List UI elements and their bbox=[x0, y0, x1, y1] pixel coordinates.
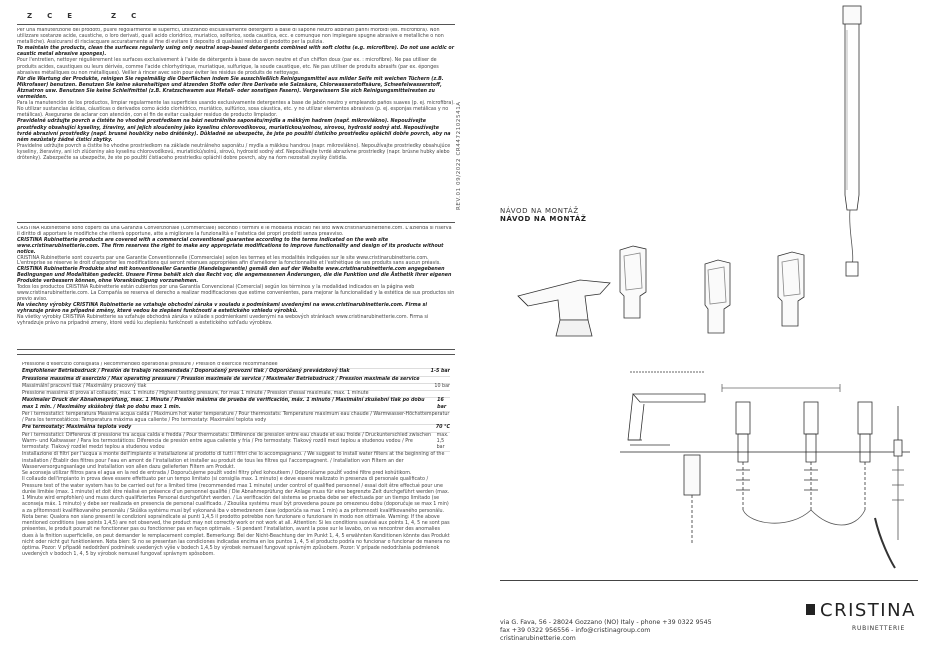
spec-row bbox=[22, 398, 450, 412]
spec-row bbox=[22, 412, 450, 426]
warranty-paragraph-sk: Na všetky výrobky CRISTINA Rubinetterie sa vzťahuje obchodná záruka v súlade s podmienkami uvedenými na webových stránkach www.cristinarubinetterie.com. Firma si vyhradzuje právo na prípadné zmeny, ktoré vedú ku zlepšeniu funkčnosti a estetického vzhľadu výrobkov. bbox=[17, 314, 429, 326]
warranty-text bbox=[17, 226, 455, 340]
spec-value: 1-5 bar bbox=[430, 369, 450, 375]
spout-drawing bbox=[518, 280, 610, 336]
warranty-paragraph-en: CRISTINA Rubinetterie products are covered with a commercial conventional guarantee according to the terms indicated on the web site www.cristinarubinetterie.com. The firm reserves the right to make any appropriate modifications to improve functionality and design of its products without notice. bbox=[17, 237, 444, 255]
spec-label: Per i termostatici: temperatura Massima acqua calda / Maximum hot water temperature / Pour thermostats: Temperature maximum eau chaude / Warmwasser-Höchsttemperatur / Para los termostáticos: Temperatura máxima agua caliente / Pro termostaty: Maximální teplota vody bbox=[22, 411, 450, 423]
revision-code bbox=[456, 20, 466, 210]
divider bbox=[17, 349, 455, 350]
company-website: cristinarubinetterie.com bbox=[500, 635, 576, 643]
spec-row bbox=[22, 377, 450, 384]
language-codes bbox=[17, 12, 455, 22]
pressure-specs bbox=[22, 362, 450, 652]
spec-row bbox=[22, 425, 450, 432]
revision-text: REV.01 09/2022 CR4472102541A bbox=[456, 101, 462, 210]
logo-brand-name: CRISTINA bbox=[820, 600, 916, 621]
handle-drawing bbox=[705, 260, 730, 333]
hand-shower-drawing bbox=[843, 6, 861, 276]
spec-note: Nota bene: Qualora non siano presenti le condizioni sopraindicate ai punti 1,4,5 il prodotto potrebbe non funzionare o funzionare in modo non ottimale. Warning: If the above mentioned conditions (see points 1,4,5) are not observed, the product may not correctly work or not work at all. Attention: Si les conditions susvisé aux points 1, 4, 5 ne sont pas présentes, le produit pourrait ne fonctionner pas ou fonctionner pas en façon optimale. - Si pendant l'installation, avant la pose sur le lavabo, on va rencontrer des anomalies dues à la finition superficielle, on peut demander le remplacement complet. Bemerkung: Bei der Nicht-Beachtung der im Punkt 1, 4, 5 erwähnten Konditionen könnte das Produkt nicht oder nicht gut funktionieren. Nota bien: Si no se presentan las condiciones indicadas encima en los puntos 1, 4, 5 el producto podría no funcionar o funcionar de manera no óptima. Pozor: V případě nedodržení podmínek uvedených výše v bodech 1,4,5 by výrobek nemusel fungovat správným způsobem. Pozor: V prípade nedodržania podmienok uvedených v bodoch 1, 4, 5 by výrobok nemusel fungovať správnym spôsobom. bbox=[22, 514, 450, 558]
logo-square-icon bbox=[806, 604, 815, 615]
spec-row bbox=[22, 384, 450, 391]
lang-code: C bbox=[131, 12, 138, 20]
brand-logo bbox=[806, 600, 926, 640]
care-paragraph-de: Für die Wartung der Produkte, reinigen Sie regelmäßig die Oberflächen indem Sie ausschließlich Reinigungsmittel aus milder Seife mit weichen Tüchern (z.B. Mikrofaser) benutzen. Benutzen Sie keine säurehaltigen und ätzenden Stoffe oder ihre Derivate wie Salzsäure, Chlorwasserstoffsäure, Schwefelwasserstoff, Ätznatron usw. Benutzen Sie keine Schleifmittel (z.B. Kratzschwamm aus Metall- oder sonstigen Fasern). Vergewissern Sie sich Reinigungsmittelresten zu vermeiden. bbox=[17, 76, 444, 101]
title-line-1: NÁVOD NA MONTÁŽ bbox=[500, 207, 579, 215]
care-paragraph-cz: Pravidelně udržujte povrch a čistěte ho vhodně prostředkem na bázi neutrálního saponátu/mýdla a měkkým hadrem (např. mikrovlákno). Nepoužívejte prostředky obsahující kyseliny, žíraviny, ani jejich sloučeniny jako kyselinu chlorovodíkovou, muriatickou/solnou, sírovou, hydroxid sodný atd. Nepoužívejte tvrdé abrazivní prostředky (např. brusné houbičky nebo drátěnky). Důkladně se ubezpečte, že jste po použití čisticího prostředku opláchli dobře povrch, aby na něm nezůstaly žádné čisticí zbytky. bbox=[17, 119, 451, 143]
spec-label: Pressione d'esercizio consigliata / Recommended operational pressure / Pression d'exercice recommandée bbox=[22, 362, 278, 367]
company-fax-email: fax +39 0322 956556 - info@cristinagroup.com bbox=[500, 627, 651, 635]
lang-code: Z bbox=[27, 12, 34, 20]
warranty-paragraph-it: CRISTINA Rubinetterie sono coperti da una Garanzia Convenzionale (Commerciale) secondo i termini e le modalità indicati nel sito www.cristinarubinetterie.com. L'azienda si riserva il diritto di apportare le modifiche che riterrà opportune, atte a migliorare la funzionalità e l'estetica dei propri prodotti senza preavviso. bbox=[17, 226, 452, 237]
company-address: via G. Fava, 56 - 28024 Gozzano (NO) Italy - phone +39 0322 9545 bbox=[500, 619, 712, 626]
spec-note: Se aconseja utilizar filtros para el agua en la red de entrada / Doporučujeme použít vodní filtry před kohoutkem / Odporúčame použiť vodné filtre pred kohútikom. bbox=[22, 471, 412, 476]
spec-row bbox=[22, 433, 450, 453]
spec-value: max. 1,5 bar bbox=[436, 432, 449, 450]
warranty-paragraph-es: Todos los productos CRISTINA Rubinetterie están cubiertos por una Garantía Convencional (Comercial) según los términos y la modalidad indicados en la página web www.cristinarubinetterie.com. La Compañía se reserva el derecho a realizar modificaciones que estime convenientes, para mejorar la funcionalidad y la estética de sus productos sin previo aviso. bbox=[17, 285, 455, 302]
lang-code: E bbox=[67, 12, 74, 20]
spec-value: 10 bar bbox=[434, 383, 450, 389]
warranty-paragraph-fr: CRISTINA Rubinetterie sont couverts par une Garantie Conventionnelle (Commerciale) selon les termes et les modalités indiquées sur le site www.cristinarubinetterie.com. L'entreprise se réserve le droit d'apporter les modifications qui seront retenues appropriées afin d'améliorer la fonctionnalité et l'esthétique de ses produits sans aucun préavis. bbox=[17, 255, 441, 267]
spec-label: Empfohlener Betriebsdruck / Presión de trabajo recomendada / Doporučený provozní tlak / Odporúčaný prevádzkový tlak bbox=[22, 369, 350, 375]
spec-label: Massimální pracovní tlak / Maximálny pracovný tlak bbox=[22, 383, 147, 389]
divider bbox=[17, 222, 455, 223]
divider bbox=[17, 24, 455, 25]
spec-row bbox=[22, 369, 450, 376]
title-line-2: NÁVOD NA MONTÁŽ bbox=[500, 215, 587, 223]
handle-drawing bbox=[778, 252, 804, 326]
spec-label: Per i termostatici: Differenza di pressione tra acqua calda e fredda / Pour thermostats: Différence de pression entre eau chaude et eau froide / Druckunterschied zwischen Warm- und Kaltwasser / Para los termostáticos: Diferencia de presión entre agua caliente y fría / Pro termostaty: Tlakový rozdíl mezi teplou a studenou vodou / Pre termostaty: Tlakový rozdiel medzi teplou a studenou vodou bbox=[22, 432, 432, 450]
care-paragraph-es: Para la manutención de los productos, limpiar regularmente las superficies usando exclusivamente detergentes a base de jabón neutro y empleando paños suaves (p. ej. microfibra). No utilizar sustancias ácidas, cáusticas o derivados como ácido clorhídrico, muriático, sulfúrico, sosa cáustica, etc. y no utilizar elementos abrasivos (p. ej. esponjas metálicas y no metálicas). Asegurarse de aclarar con atención, con el fin de evitar cualquier residuo de producto limpiador. bbox=[17, 101, 455, 119]
divider bbox=[500, 580, 918, 581]
care-paragraph-en: To maintain the products, clean the surfaces regularly using only neutral soap-based detergents combined with soft cloths (e.g. microfibre). Do not use acidic or caustic metal abrasive sponges). bbox=[17, 46, 455, 58]
spec-label: Pressione massima di prova al collaudo, max. 1 minuto / Highest testing pressure, for max 1 minute / Pression d'essai maximale, max. 1 minute bbox=[22, 391, 369, 396]
lang-code: Z bbox=[111, 12, 118, 20]
spec-label: Pressione massima di esercizio / Max operating pressure / Pression maximale de service / Maximaler Betriebsdruck / Pression maximale de service bbox=[22, 376, 420, 382]
spec-note: Installazione di filtri per l'acqua a monte dell'impianto e installazione al prodotto di tutti i filtri che lo accompagnano. / We suggest to install water filters at the beginning of the installation / Établir des filtres pour l'eau en amont de l'installation et installer au produit de tous les filtres qui l'accompagnent. / Installation von Filtern an der Wasserversorgungsanlage und Installation von allen dazu gelieferten Filtern am Produkt. bbox=[22, 452, 445, 470]
care-paragraph-fr: Pour l'entretien, nettoyer régulièrement les surfaces exclusivement à l'aide de détergents à base de savon neutre et d'un chiffon doux (par ex. : microfibre). Ne pas utiliser de produits acides, caustiques ou leurs dérivés, comme l'acide chlorhydrique, muriatique, sulfurique, la soude caustique, etc. Ne pas utiliser de produits abrasifs (par ex. éponges abrasives métalliques ou non métalliques). Veiller à rincer avec soin pour éviter les résidus de produits de nettoyage. bbox=[17, 58, 439, 76]
spec-value: 16 bar bbox=[437, 398, 447, 410]
spec-label: Maximaler Druck der Abnahmeprüfung, max. 1 Minute / Presión máxima de prueba de verificación, máx. 1 minuto / Maximální zkušební tlak po dobu max 1 min. / Maximálny skúšobný tlak po dobu max 1 min. bbox=[22, 398, 425, 410]
spec-label: Pre termostaty: Maximálna teplota vody bbox=[22, 425, 132, 431]
care-instructions bbox=[17, 28, 455, 204]
spec-value: 70 °C bbox=[435, 425, 450, 431]
divider bbox=[17, 354, 455, 355]
product-drawings bbox=[500, 0, 950, 580]
language-header bbox=[17, 12, 455, 27]
lang-code: C bbox=[47, 12, 54, 20]
warranty-paragraph-cz: Na všechny výrobky CRISTINA Rubinetterie se vztahuje obchodní záruka v souladu s podmínkami uvedenými na www.cristinarubinetterie.com. Firma si vyhrazuje právo na případné změny, které vedou ke zlepšení funkčnosti a estetického vzhledu výrobků. bbox=[17, 302, 427, 314]
warranty-paragraph-de: CRISTINA Rubinetterie Produkte sind mit konventioneller Garantie (Handelsgarantie) gemäß den auf der Website www.cristinarubinetterie.com angegebenen Bedingungen und Modalitäten gedeckt. Unsere Firma behält sich das Recht vor, die angemessenen Änderungen, die die Funktion und die Ästhetik ihrer eigenen Produkte verbessern können, ohne Vorankündigung vorzunehmen. bbox=[17, 267, 452, 285]
technical-front-view bbox=[620, 372, 910, 568]
contact-info bbox=[500, 619, 712, 644]
logo-subtitle: RUBINETTERIE bbox=[852, 625, 906, 632]
spec-note: Il collaudo dell'impianto in prova deve essere effettuato per un tempo limitato (si consiglia max. 1 minuto) e deve essere realizzato in presenza di personale qualificato / Pressure test of the water system has to be carried out for a limited time (recommended max 1 minute) under control of qualified personnel / essai doit être effectué pour une durée limitée (max. 1 minute) et doit être réalisé en présence d'un personnel qualifié / Die Abnahmeprüfung der Anlage muss für eine begrenzte Zeit durchgeführt werden (max. 1 Minute wird empfohlen) und muss durch qualifiziertes Personal durchgeführt werden. / La verificación del sistema se prueba debe ser efectuada por un tiempo limitado (se aconseja máx. 1 minuto) y debe ser realizada en presencia de personal cualificado. / Zkouška systému musí být provedena pouze po omezenou dobu (doporučuje se max 1 min) a za přítomnosti kvalifikovaného personálu / Skúška systému musí byť vykonaná iba v obmedzenom čase (odporúča sa max 1 min) a za prítomnosti kvalifikovaného personálu. bbox=[22, 477, 450, 514]
handle-drawing bbox=[620, 246, 646, 318]
care-paragraph-it: Per una manutenzione dei prodotti, pulire regolarmente le superfici, utilizzando esclusivamente detergenti a base di sapone neutro abbinati panni morbidi (es. microfibra). Non utilizzare sostanze acide, caustiche, o loro derivati, quali acido cloridrico, muriatico, solforico, soda caustica, ecc. e comunque non impiegare spugne abrasive e metalliche o non metalliche). Assicurarsi di risciacquare accuratamente al fine di evitare il deposito di qualsiasi residuo di prodotto per la pulizia. bbox=[17, 28, 444, 46]
care-paragraph-sk: Pravidelne udržujte povrch a čistite ho vhodne prostriedkom na základe neutrálneho saponátu / mydla a mäkkou handrou (napr. mikrovlákno). Nepoužívajte prostriedky obsahujúce kyseliny, žieraviny, ani ich zlúčeniny ako kyselinu chlorovodíkovú, muriatickú/solnú, sírovú, hydroxid sodný atď. Nepoužívajte tvrdé abrazívne prostriedky (napr. brúsne hubky alebo drôtenky). Zabezpečte sa ubezpečte, že ste po použití čistiaceho prostriedku opláchli dobre povrch, aby na ňom nezostali zvyšky čistidla. bbox=[17, 143, 451, 161]
